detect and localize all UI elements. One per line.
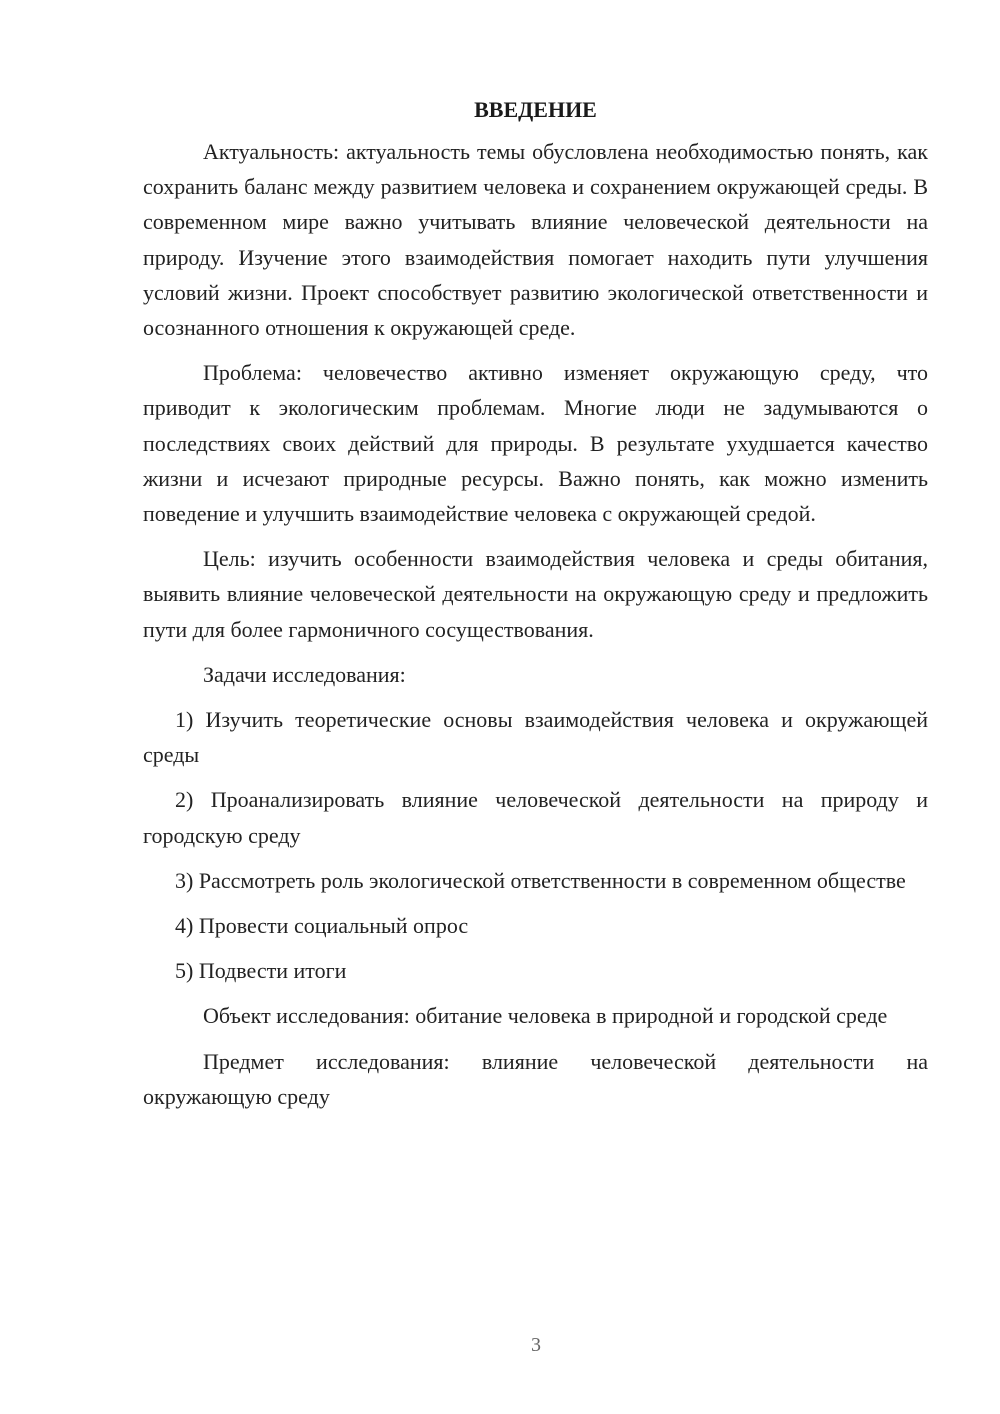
list-item-task-3: 3) Рассмотреть роль экологической ответственности в современном обществе <box>175 867 906 893</box>
tasks-title: Задачи исследования: <box>203 661 406 687</box>
paragraph-subject: Предмет исследования: влияние человеческой деятельности на окружающую среду <box>143 1048 928 1109</box>
page-number: 3 <box>531 1334 541 1356</box>
paragraph-goal: Цель: изучить особенности взаимодействия человека и среды обитания, выявить влияние человеческой деятельности на окружающую среду и предложить пути для более гармоничного сосуществования. <box>143 546 928 642</box>
list-item-task-1: 1) Изучить теоретические основы взаимодействия человека и окружающей среды <box>143 707 928 768</box>
list-item-task-4: 4) Провести социальный опрос <box>175 913 469 939</box>
document-page <box>143 92 928 1124</box>
paragraph-problem: Проблема: человечество активно изменяет окружающую среду, что приводит к экологическим проблемам. Многие люди не задумываются о последствиях своих действий для природы. В результате ухудшается качество жизни и исчезают природные ресурсы. Важно понять, как можно изменить поведение и улучшить взаимодействие человека с окружающей средой. <box>143 360 928 527</box>
paragraph-relevance: Актуальность: актуальность темы обусловлена необходимостью понять, как сохранить баланс между развитием человека и сохранением окружающей среды. В современном мире важно учитывать влияние человеческой деятельности на природу. Изучение этого взаимодействия помогает находить пути улучшения условий жизни. Проект способствует развитию экологической ответственности и осознанного отношения к окружающей среде. <box>143 139 928 341</box>
list-item-task-2: 2) Проанализировать влияние человеческой деятельности на природу и городскую среду <box>143 787 928 848</box>
paragraph-object: Объект исследования: обитание человека в природной и городской среде <box>203 1003 888 1029</box>
list-item-task-5: 5) Подвести итоги <box>175 958 347 984</box>
section-heading: ВВЕДЕНИЕ <box>474 97 597 122</box>
